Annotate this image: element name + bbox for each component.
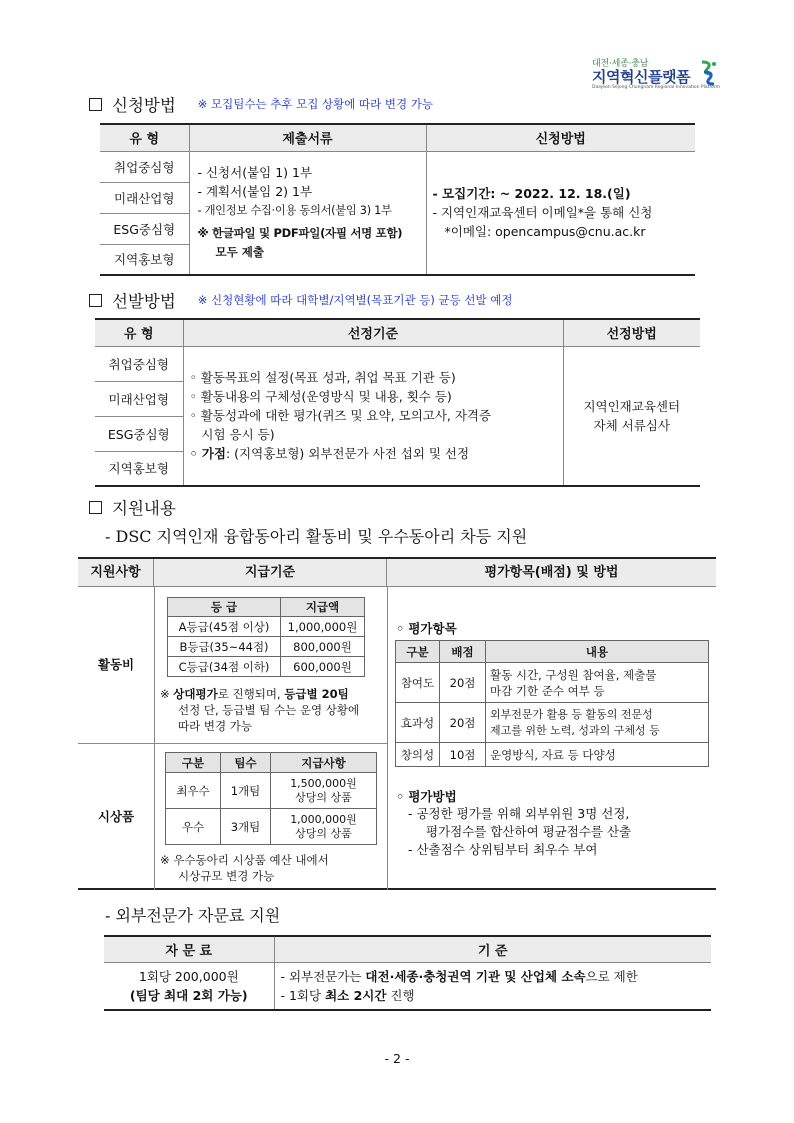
eval-desc-2: 제고를 위한 노력, 성과의 구체성 등 bbox=[490, 723, 660, 737]
apply-header-type: 유 형 bbox=[100, 124, 189, 151]
apply-header-method: 신청방법 bbox=[426, 124, 695, 151]
apply-method-cell bbox=[426, 151, 695, 275]
eval-score-cell: 20점 bbox=[440, 703, 486, 743]
select-method-2: 자체 서류심사 bbox=[593, 417, 670, 433]
support-title: 지원내용 bbox=[112, 499, 176, 518]
select-type-cell: ESG중심형 bbox=[95, 416, 183, 451]
apply-docs-note: ※ 한글파일 및 PDF파일(자필 서명 포함) bbox=[197, 226, 403, 241]
amount-cell: 1,000,000원 bbox=[281, 617, 365, 637]
apply-header-docs: 제출서류 bbox=[189, 124, 426, 151]
grade-note-line-3: 따라 변경 가능 bbox=[178, 719, 252, 733]
apply-email: *이메일: opencampus@cnu.ac.kr bbox=[444, 224, 646, 240]
method-item: - 공정한 평가를 위해 외부위원 3명 선정, bbox=[408, 806, 630, 821]
eval-desc-cell bbox=[486, 703, 709, 743]
advisory-fee: 1회당 200,000원 bbox=[138, 968, 239, 984]
prize-amount-2: 상당의 상품 bbox=[295, 826, 352, 840]
eval-desc-2: 마감 기한 준수 여부 등 bbox=[490, 683, 605, 698]
prize-amount-2: 상당의 상품 bbox=[295, 790, 352, 804]
checkbox-icon bbox=[89, 98, 102, 111]
logo-mark-icon bbox=[698, 58, 718, 90]
prize-amount-cell bbox=[271, 773, 377, 809]
prize-rank-cell: 우수 bbox=[166, 809, 221, 845]
eval-score-cell: 20점 bbox=[440, 663, 486, 703]
eval-desc-1: 활동 시간, 구성원 참여율, 제출물 bbox=[490, 667, 657, 682]
checkbox-icon bbox=[89, 501, 102, 514]
amount-cell: 800,000원 bbox=[281, 637, 365, 657]
prize-note-2: 시상규모 변경 가능 bbox=[178, 869, 275, 883]
apply-section-heading bbox=[89, 92, 433, 116]
advisory-header-criteria: 기 준 bbox=[274, 936, 711, 962]
grade-note bbox=[160, 686, 382, 734]
select-type-cell: 지역홍보형 bbox=[95, 451, 183, 486]
select-method-1: 지역인재교육센터 bbox=[583, 398, 681, 414]
method-item: - 산출점수 상위팀부터 최우수 부여 bbox=[408, 842, 598, 857]
eval-header-desc: 내용 bbox=[486, 641, 709, 663]
grade-cell: B등급(35~44점) bbox=[168, 637, 281, 657]
eval-desc-1: 외부전문가 활용 등 활동의 전문성 bbox=[490, 707, 653, 721]
amount-cell: 600,000원 bbox=[281, 657, 365, 677]
eval-header-score: 배점 bbox=[440, 641, 486, 663]
select-note: ※ 신청현황에 따라 대학별/지역별(목표기관 등) 균등 선발 예정 bbox=[197, 293, 513, 307]
prize-teams-cell: 1개팀 bbox=[221, 773, 271, 809]
prize-note-1: ※ 우수동아리 시상품 예산 내에서 bbox=[160, 853, 329, 867]
advisory-criterion-2 bbox=[281, 986, 712, 1005]
support-header-eval: 평가항목(배점) 및 방법 bbox=[387, 559, 716, 587]
grade-cell: A등급(45점 이상) bbox=[168, 617, 281, 637]
select-table bbox=[95, 318, 700, 487]
select-header-criteria: 선정기준 bbox=[183, 319, 563, 346]
grade-note-bold-2: 등급별 20팀 bbox=[284, 687, 349, 701]
support-subtitle: - DSC 지역인재 융합동아리 활동비 및 우수동아리 차등 지원 bbox=[105, 527, 528, 546]
apply-type-cell: ESG중심형 bbox=[100, 213, 189, 244]
checkbox-icon bbox=[89, 294, 102, 307]
select-criterion: ◦ 활동내용의 구체성(운영방식 및 내용, 횟수 등) bbox=[189, 389, 452, 405]
apply-note: ※ 모집팀수는 추후 모집 상황에 따라 변경 가능 bbox=[197, 97, 433, 111]
advisory-crit-2-post: 진행 bbox=[386, 987, 415, 1003]
support-header-item: 지원사항 bbox=[78, 559, 154, 587]
prize-header-amount: 지급사항 bbox=[271, 753, 377, 773]
apply-period: - 모집기간: ~ 2022. 12. 18.(일) bbox=[432, 186, 631, 202]
advisory-criterion-1 bbox=[281, 967, 712, 986]
apply-type-cell: 취업중심형 bbox=[100, 151, 189, 182]
prize-table bbox=[165, 752, 377, 845]
select-title: 선발방법 bbox=[112, 292, 176, 311]
eval-table bbox=[395, 640, 709, 767]
prize-amount-1: 1,500,000원 bbox=[290, 776, 357, 790]
advisory-criteria-cell bbox=[274, 962, 711, 1010]
apply-table bbox=[100, 123, 695, 276]
advisory-crit-1-bold: 대전·세종·충청권역 기관 및 산업체 소속 bbox=[365, 968, 586, 984]
advisory-header-fee: 자 문 료 bbox=[104, 936, 274, 962]
apply-type-cell: 미래산업형 bbox=[100, 182, 189, 213]
method-title: ◦ 평가방법 bbox=[396, 789, 457, 804]
eval-cat-cell: 참여도 bbox=[396, 663, 440, 703]
apply-type-cell: 지역홍보형 bbox=[100, 244, 189, 275]
prize-amount-1: 1,000,000원 bbox=[290, 812, 357, 826]
eval-title: ◦ 평가항목 bbox=[396, 621, 457, 636]
select-bonus-label: ◦ 가점 bbox=[189, 446, 226, 462]
select-criterion: ◦ 활동성과에 대한 평가(퀴즈 및 요약, 모의고사, 자격증 bbox=[189, 408, 492, 424]
eval-score-cell: 10점 bbox=[440, 743, 486, 767]
advisory-subtitle: - 외부전문가 자문료 지원 bbox=[105, 906, 281, 925]
apply-via-email: - 지역인재교육센터 이메일*을 통해 신청 bbox=[432, 205, 653, 221]
select-header-method: 선정방법 bbox=[563, 319, 700, 346]
eval-cat-cell: 효과성 bbox=[396, 703, 440, 743]
select-method-cell bbox=[563, 346, 700, 486]
select-type-cell: 미래산업형 bbox=[95, 381, 183, 416]
prize-label: 시상품 bbox=[97, 809, 135, 824]
eval-header-cat: 구분 bbox=[396, 641, 440, 663]
prize-amount-cell bbox=[271, 809, 377, 845]
eval-desc-cell bbox=[486, 663, 709, 703]
advisory-crit-2-bold: 최소 2시간 bbox=[325, 987, 387, 1003]
advisory-table bbox=[104, 935, 711, 1011]
grade-note-bold-1: 상대평가 bbox=[173, 687, 218, 701]
advisory-crit-1-post: 으로 제한 bbox=[585, 968, 638, 984]
grade-note-text-1: 로 진행되며, bbox=[217, 687, 285, 701]
select-type-cell: 취업중심형 bbox=[95, 346, 183, 381]
grade-header-amount: 지급액 bbox=[281, 598, 365, 617]
advisory-crit-2-pre: - 1회당 bbox=[280, 987, 326, 1003]
select-section-heading bbox=[89, 288, 512, 312]
support-table bbox=[78, 557, 716, 890]
support-section-heading bbox=[89, 495, 176, 519]
support-header-criteria: 지급기준 bbox=[154, 559, 387, 587]
method-item: 평가점수를 합산하여 평균점수를 산출 bbox=[426, 824, 632, 839]
grade-cell: C등급(34점 이하) bbox=[168, 657, 281, 677]
prize-header-rank: 구분 bbox=[166, 753, 221, 773]
advisory-crit-1-pre: - 외부전문가는 bbox=[280, 968, 366, 984]
logo-region: 대전·세종·충남 bbox=[592, 59, 649, 69]
page-number: - 2 - bbox=[384, 1051, 410, 1066]
advisory-fee-cell bbox=[104, 962, 274, 1010]
apply-doc-item: - 신청서(붙임 1) 1부 bbox=[197, 165, 313, 181]
prize-teams-cell: 3개팀 bbox=[221, 809, 271, 845]
grade-header-grade: 등 급 bbox=[168, 598, 281, 617]
select-bonus-text: : (지역홍보형) 외부전문가 사전 섭외 및 선정 bbox=[226, 446, 470, 462]
apply-doc-item: - 개인정보 수집·이용 동의서(붙임 3) 1부 bbox=[197, 204, 392, 218]
apply-docs-cell bbox=[189, 151, 426, 275]
activity-label: 활동비 bbox=[97, 657, 135, 672]
eval-cat-cell: 창의성 bbox=[396, 743, 440, 767]
prize-note bbox=[160, 852, 382, 884]
select-header-type: 유 형 bbox=[95, 319, 183, 346]
grade-note-prefix: ※ bbox=[160, 687, 174, 701]
apply-title: 신청방법 bbox=[112, 96, 176, 115]
grade-table bbox=[167, 597, 365, 677]
grade-note-line-2: 선정 단, 등급별 팀 수는 운영 상황에 bbox=[178, 703, 360, 717]
logo-name: 지역혁신플랫폼 bbox=[592, 68, 690, 86]
select-criterion: ◦ 활동목표의 설정(목표 성과, 취업 목표 기관 등) bbox=[189, 370, 456, 386]
select-criterion: 시험 응시 등) bbox=[189, 427, 275, 443]
select-bonus bbox=[190, 444, 563, 463]
select-criteria-cell bbox=[183, 346, 563, 486]
advisory-fee-limit: (팀당 최대 2회 가능) bbox=[129, 987, 248, 1003]
eval-desc-cell: 운영방식, 자료 등 다양성 bbox=[486, 743, 709, 767]
prize-header-teams: 팀수 bbox=[221, 753, 271, 773]
apply-doc-item: - 계획서(붙임 2) 1부 bbox=[197, 184, 313, 200]
method-list bbox=[408, 805, 712, 859]
prize-rank-cell: 최우수 bbox=[166, 773, 221, 809]
logo-tagline: Daejeon Sejong Chungnam Regional Innovation Platform bbox=[592, 85, 720, 90]
apply-docs-note-2: 모두 제출 bbox=[215, 245, 264, 260]
